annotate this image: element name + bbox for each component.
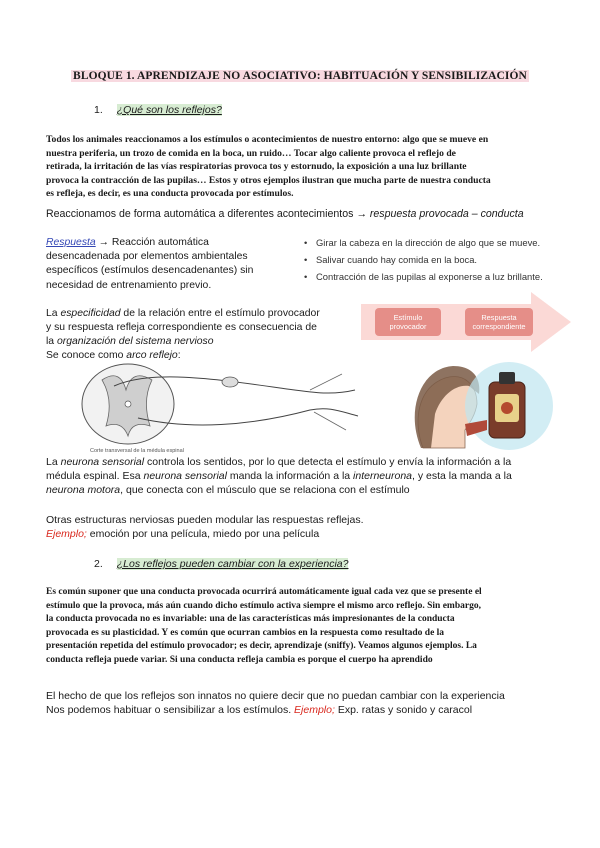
reflex-illustration <box>361 290 571 450</box>
reflex-examples-list <box>302 234 592 285</box>
especificidad-term: especificidad <box>60 308 121 319</box>
page-title <box>0 70 600 82</box>
respuesta-def-line: desencadenada por elementos ambientales <box>46 251 248 263</box>
section-2-intro <box>46 586 586 668</box>
intro-line: provoca la contracción de las pupilas… Estos y otros ejemplos ilustran que mucha parte de nuestra conducta <box>46 174 491 186</box>
list-item: • Girar la cabeza en la dirección de algo que se mueve. <box>316 234 592 251</box>
text-run: La <box>46 456 61 468</box>
caption-text: Corte transversal de la médula espinal <box>90 448 184 454</box>
text-run: Se conoce como <box>46 350 127 361</box>
neurona-sensorial-term: neurona sensorial <box>143 470 227 483</box>
section-1-intro <box>46 133 566 201</box>
intro-line: retirada, la irritación de las vías respiratorias provoca tos y estornudo, la exposición a una luz brillante <box>46 161 467 173</box>
neurona-motora-term: neurona motora <box>46 484 121 497</box>
reaction-line <box>46 207 524 221</box>
spinal-cord-caption <box>90 448 184 454</box>
text-run: médula espinal. Esa <box>46 470 144 483</box>
intro-line: conducta refleja puede variar. Si una conducta refleja cambia es porque el cuerpo ha aprendido <box>46 654 433 665</box>
section-2-heading <box>94 558 348 570</box>
specificity-paragraph <box>46 307 366 363</box>
text-run: : <box>177 350 181 361</box>
list-item: • Contracción de las pupilas al exponerse a luz brillante. <box>316 268 592 285</box>
text-run: La <box>46 308 61 319</box>
interneurona-term: interneurona <box>353 470 413 483</box>
arco-reflejo-term: arco reflejo <box>126 350 178 361</box>
organizacion-term: organización del sistema nervioso <box>56 336 214 347</box>
neuron-paragraph <box>46 455 586 498</box>
intro-line: estímulo que la provoca, más aún cuando dicho estímulo activa siempre el mismo arco reflejo. Sin embargo, <box>46 600 481 611</box>
response-label: Respuesta correspondiente <box>472 313 526 331</box>
section-2-heading-text: ¿Los reflejos pueden cambiar con la experiencia? <box>116 558 349 570</box>
neurona-sensorial-term: neurona sensorial <box>60 456 145 468</box>
modulation-paragraph <box>46 513 586 541</box>
text-run: manda la información a la <box>226 470 354 483</box>
section-2-number: 2. <box>94 558 103 570</box>
text-run: Otras estructuras nerviosas pueden modular las respuestas reflejas. <box>46 514 364 526</box>
text-run: El hecho de que los reflejos son innatos no quiere decir que no puedan cambiar con la experiencia <box>46 690 505 702</box>
respuesta-def-line: específicos (estímulos desencadenantes) sin <box>46 265 254 277</box>
spinal-cord-diagram <box>80 360 360 456</box>
text-run: de la relación entre el estímulo provocador <box>120 308 320 319</box>
list-item: • Salivar cuando hay comida en la boca. <box>316 251 592 268</box>
text-run: , y esta la manda a la <box>412 470 512 483</box>
section-1-number: 1. <box>94 104 103 116</box>
reaction-prefix: Reaccionamos de forma automática a diferentes acontecimientos → <box>46 208 367 220</box>
page-title-text: BLOQUE 1. APRENDIZAJE NO ASOCIATIVO: HABITUACIÓN Y SENSIBILIZACIÓN <box>73 70 527 82</box>
example-label: Ejemplo; <box>46 528 87 541</box>
intro-line: nuestra periferia, un trozo de comida en la boca, un ruido… Tocar algo caliente provoca el reflejo de <box>46 147 456 159</box>
text-run: la <box>46 336 57 347</box>
section-1-heading <box>94 104 222 116</box>
section-2-closing <box>46 689 586 717</box>
respuesta-def-line: → Reacción automática <box>95 237 209 248</box>
stimulus-label: Estímulo provocador <box>389 313 427 331</box>
text-run: Exp. ratas y sonido y caracol <box>334 704 473 717</box>
section-1-heading-text: ¿Qué son los reflejos? <box>116 104 222 116</box>
respuesta-definition <box>46 236 286 293</box>
intro-line: la conducta provocada no es invariable: una de las características más impresionantes de la conducta <box>46 614 455 625</box>
intro-line: provocada es su plasticidad. Y es común que ocurran cambios en la respuesta como resultado de la <box>46 627 445 638</box>
reaction-italic: respuesta provocada – conducta <box>369 208 524 220</box>
text-run: controla los sentidos, por lo que detecta el estímulo y envía la información a la <box>144 456 512 468</box>
intro-line: Todos los animales reaccionamos a los estímulos o acontecimientos de nuestro entorno: algo que se mueve en <box>46 134 489 145</box>
respuesta-term: Respuesta <box>46 237 96 248</box>
example-label: Ejemplo; <box>294 704 335 717</box>
spinal-cord-drawing <box>80 360 360 456</box>
respuesta-def-line: necesidad de entrenamiento previo. <box>46 279 212 291</box>
text-run: , que conecta con el músculo que se relaciona con el estímulo <box>120 484 410 497</box>
intro-line: presentación repetida del estímulo provocador; es decir, aprendizaje (sniffy). Veamos algunos ejemplos. La <box>46 641 477 652</box>
intro-line: es refleja, es decir, es una conducta provocada por estímulos. <box>46 188 294 200</box>
text-run: Nos podemos habituar o sensibilizar a los estímulos. <box>46 704 295 717</box>
text-run: emoción por una película, miedo por una película <box>86 528 320 541</box>
text-run: y su respuesta refleja correspondiente es consecuencia de <box>46 322 317 333</box>
intro-line: Es común suponer que una conducta provocada ocurrirá automáticamente igual cada vez que se presente el <box>46 587 482 597</box>
